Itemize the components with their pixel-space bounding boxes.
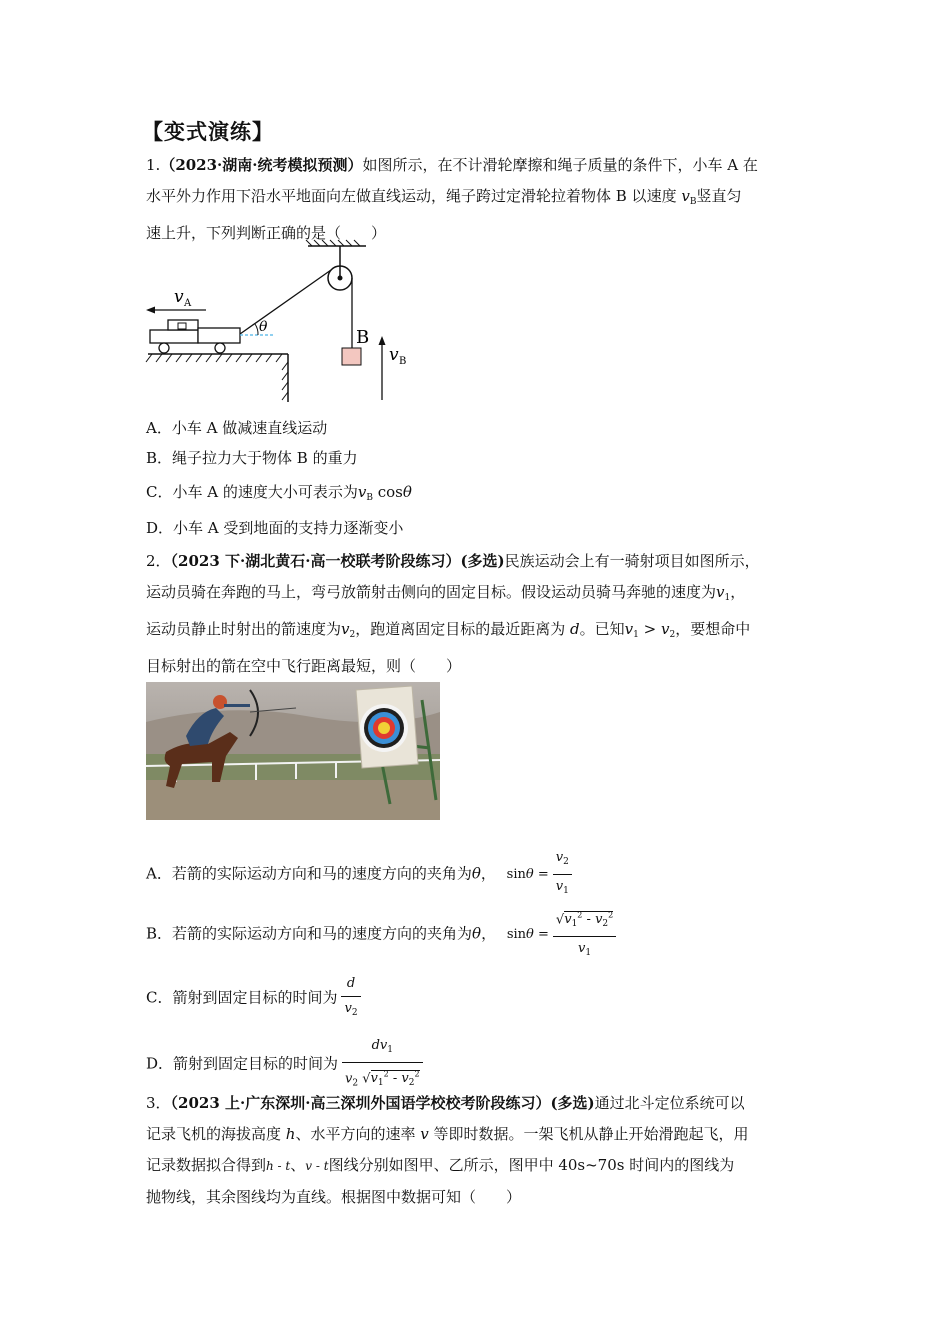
archery-photo bbox=[146, 682, 440, 820]
question-2-text: 2．（2023 下·湖北黄石·高一校联考阶段练习）(多选)民族运动会上有一骑射项目如图所示， 运动员骑在奔跑的马上，弯弓放箭射击侧向的固定目标。假设运动员骑马奔驰的速度为$v_1$， 运动员静止时射出的箭速度为$v_2$，跑道离固定目标的最近距离为 d。已知$v_1 > v_2$，要想命中 目标射出的箭在空中飞行距离最短，则（ ） bbox=[146, 552, 760, 675]
svg-text:A: A bbox=[184, 298, 192, 309]
label-b: B bbox=[356, 327, 370, 348]
q1-option-a[interactable]: A．小车 A 做减速直线运动 bbox=[146, 419, 328, 437]
pulley-cart-diagram bbox=[140, 238, 430, 408]
block-b bbox=[342, 348, 361, 365]
question-1-text: 1.（2023·湖南·统考模拟预测）如图所示，在不计滑轮摩擦和绳子质量的条件下，小车 A 在 水平外力作用下沿水平地面向左做直线运动，绳子跨过定滑轮拉着物体 B 以速度 $v_B$竖直匀 速上升，下列判断正确的是（ ） bbox=[146, 156, 758, 242]
cart-a bbox=[150, 320, 240, 353]
label-theta: θ bbox=[259, 319, 268, 335]
section-heading: 【变式演练】 bbox=[142, 120, 274, 144]
svg-text:B: B bbox=[399, 356, 407, 367]
q2-option-d[interactable]: D．箭射到固定目标的时间为 $\frac{dv_1}{v_2 √v_1^2 - v_2^2}$ bbox=[146, 1034, 423, 1095]
label-vb: v bbox=[389, 345, 399, 365]
label-va: v bbox=[174, 287, 184, 307]
q1-option-b[interactable]: B．绳子拉力大于物体 B 的重力 bbox=[146, 449, 358, 467]
q2-option-c[interactable]: C．箭射到固定目标的时间为 $\frac{d}{v_2}$ bbox=[146, 972, 361, 1025]
q1-option-c[interactable]: C．小车 A 的速度大小可表示为$v_B$ cosθ bbox=[146, 483, 412, 503]
question-source: （2023·湖南·统考模拟预测） bbox=[160, 156, 363, 174]
question-number: 1. bbox=[146, 156, 161, 174]
q2-option-b[interactable]: B．若箭的实际运动方向和马的速度方向的夹角为θ， sinθ = $\frac{√v_1^2 - v_2^2}{v_1}$ bbox=[146, 904, 616, 965]
q1-option-d[interactable]: D．小车 A 受到地面的支持力逐渐变小 bbox=[146, 519, 404, 537]
question-3-text: 3．（2023 上·广东深圳·高三深圳外国语学校校考阶段练习）(多选)通过北斗定位系统可以 记录飞机的海拔高度 h、水平方向的速率 v 等即时数据。一架飞机从静止开始滑跑起飞，用 记录数据拟合得到h - t、v - t图线分别如图甲、乙所示，图甲中 40s~70s 时间内的图线为 抛物线，其余图线均为直线。根据图中数据可知（ ） bbox=[146, 1094, 749, 1206]
q2-option-a[interactable]: A．若箭的实际运动方向和马的速度方向的夹角为θ， sinθ = $\frac{v_2}{v_1}$ bbox=[146, 846, 572, 903]
